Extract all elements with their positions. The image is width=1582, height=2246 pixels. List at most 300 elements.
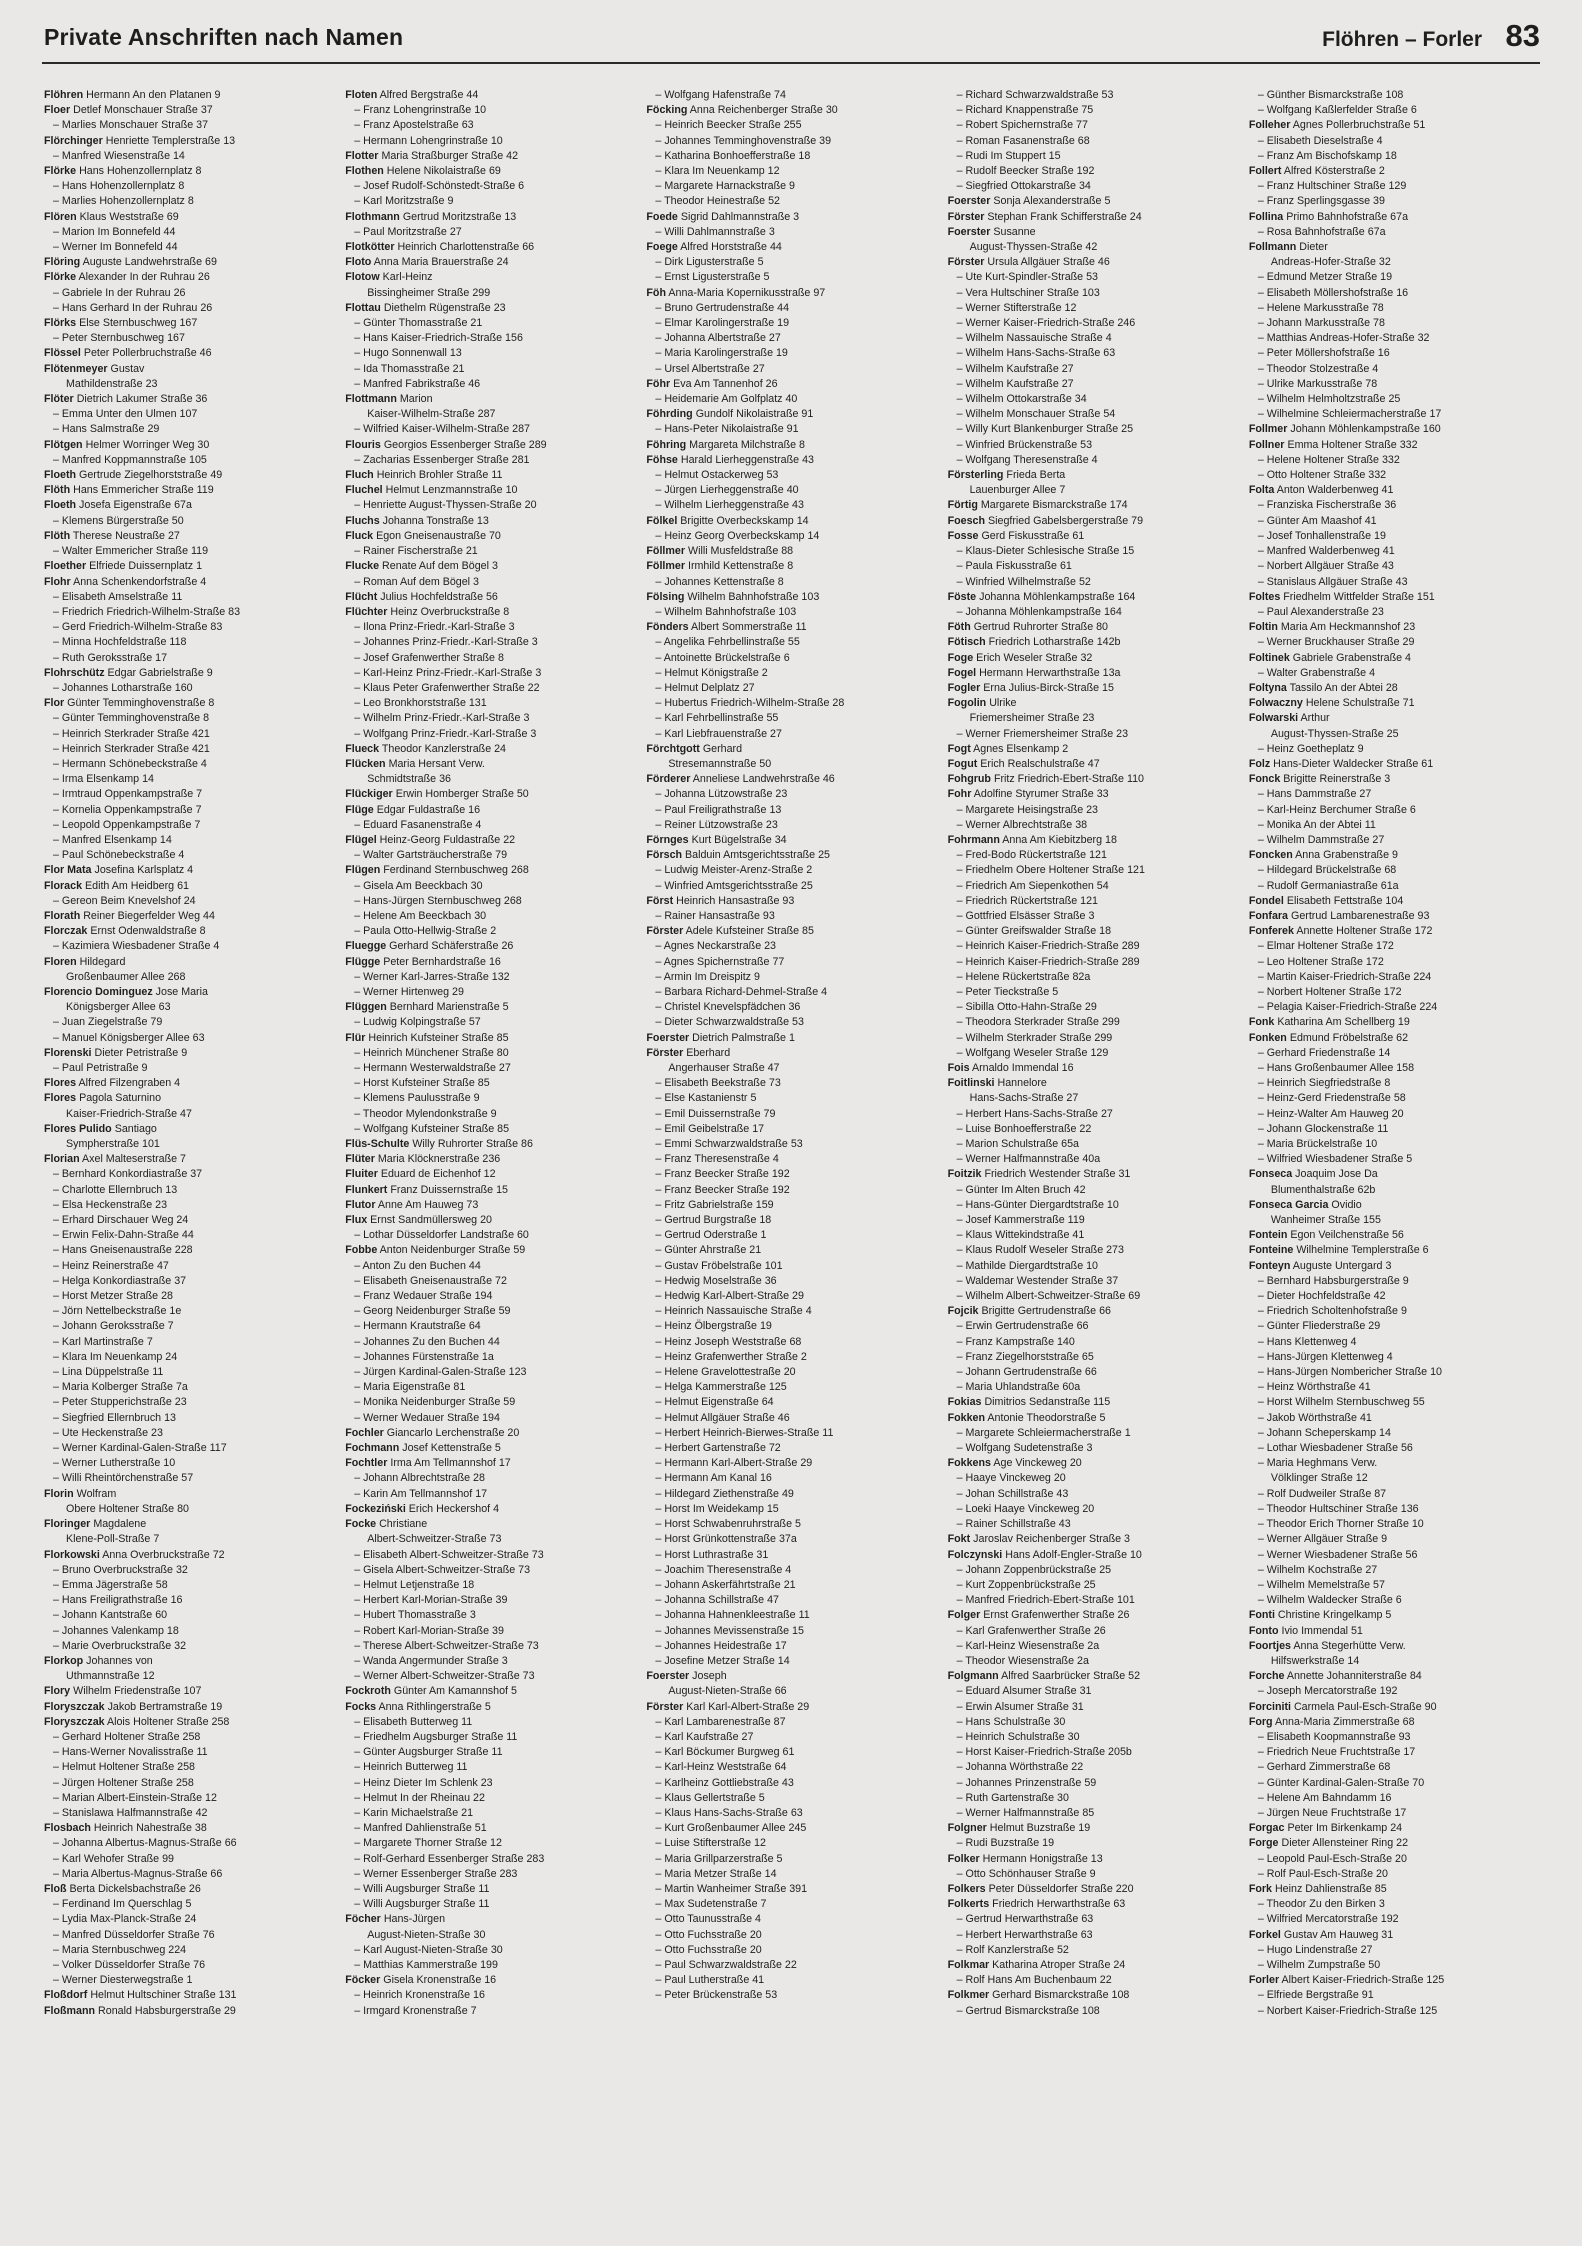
directory-entry: [1249, 1867, 1540, 1882]
directory-entry: [646, 757, 937, 772]
entry-surname: Forciniti: [1248, 1700, 1291, 1713]
directory-entry: [646, 1760, 937, 1775]
directory-entry: [345, 1654, 636, 1669]
directory-entry: [948, 1365, 1239, 1380]
entry-text: – Franz Lohengrinstraße 10: [354, 104, 487, 117]
directory-entry: [345, 1380, 636, 1395]
directory-entry: [345, 316, 636, 331]
entry-text: – Winfried Brückenstraße 53: [956, 438, 1093, 451]
directory-entry: [44, 1411, 335, 1426]
directory-entry: [1249, 985, 1540, 1000]
entry-text: – Hans Hohenzollernplatz 8: [53, 180, 185, 193]
directory-entry: [44, 453, 335, 468]
entry-surname: Flouris: [345, 438, 381, 451]
entry-text: – Emil Duissernstraße 79: [655, 1107, 776, 1120]
entry-text: Balduin Amtsgerichtsstraße 25: [685, 849, 830, 862]
entry-surname: Föhr: [646, 377, 671, 390]
entry-text: – Maria Karolingerstraße 19: [655, 347, 788, 360]
directory-entry: [44, 1213, 335, 1228]
entry-text: Josef Kettenstraße 5: [402, 1442, 501, 1455]
entry-text: Günter Temminghovenstraße 8: [67, 697, 215, 710]
entry-text: – Leo Holtener Straße 172: [1257, 955, 1384, 968]
page-range: Flöhren – Forler: [1322, 28, 1482, 51]
entry-text: Georgios Essenberger Straße 289: [383, 438, 547, 451]
entry-text: Schmidtstraße 36: [367, 773, 451, 786]
directory-entry: [44, 1046, 335, 1061]
entry-text: – Werner Kaiser-Friedrich-Straße 246: [956, 317, 1136, 330]
directory-entry: [1249, 1639, 1540, 1654]
entry-surname: Flössel: [44, 347, 81, 360]
directory-entry: [646, 666, 937, 681]
directory-entry: [44, 666, 335, 681]
entry-text: Adolfine Styrumer Straße 33: [973, 788, 1109, 801]
directory-entry: [1249, 1517, 1540, 1532]
directory-entry: [44, 1669, 335, 1684]
directory-entry: [948, 1973, 1239, 1988]
entry-text: Else Sternbuschweg 167: [79, 317, 198, 330]
directory-entry: [646, 1411, 937, 1426]
entry-text: – Johanna Möhlenkampstraße 164: [956, 605, 1122, 618]
entry-text: – Johann Zoppenbrückstraße 25: [956, 1563, 1112, 1576]
entry-text: Alois Holtener Straße 258: [106, 1715, 230, 1728]
entry-text: – Josefine Metzer Straße 14: [655, 1654, 790, 1667]
entry-surname: Foortjes: [1248, 1639, 1291, 1652]
entry-text: – Gertrud Herwarthstraße 63: [956, 1913, 1094, 1926]
entry-text: – Luise Bonhoefferstraße 22: [956, 1122, 1092, 1135]
entry-surname: Flörke: [44, 165, 77, 178]
entry-text: – Heinz Joseph Weststraße 68: [655, 1335, 802, 1348]
entry-text: – Franz Apostelstraße 63: [354, 119, 474, 132]
directory-entry: [1249, 498, 1540, 513]
entry-text: – Ursel Albertstraße 27: [655, 362, 765, 375]
entry-surname: Flüs-Schulte: [345, 1138, 410, 1151]
entry-text: – Werner Allgäuer Straße 9: [1257, 1533, 1388, 1546]
entry-text: Pagola Saturnino: [79, 1092, 162, 1105]
directory-entry: [646, 1608, 937, 1623]
directory-entry: [948, 559, 1239, 574]
directory-entry: [345, 666, 636, 681]
entry-text: Jakob Bertramstraße 19: [107, 1700, 223, 1713]
entry-text: – Jörn Nettelbeckstraße 1e: [53, 1305, 182, 1318]
directory-entry: [345, 498, 636, 513]
directory-entry: [646, 1791, 937, 1806]
directory-entry: [646, 529, 937, 544]
entry-surname: Foerster: [947, 195, 991, 208]
directory-entry: [44, 362, 335, 377]
directory-entry: [345, 1502, 636, 1517]
entry-surname: Fokt: [947, 1533, 971, 1546]
directory-entry: [1249, 392, 1540, 407]
directory-entry: [1249, 468, 1540, 483]
directory-entry: [646, 453, 937, 468]
directory-entry: [646, 1076, 937, 1091]
directory-entry: [44, 1380, 335, 1395]
entry-text: Heinz-Georg Fuldastraße 22: [379, 833, 516, 846]
entry-text: Margareta Milchstraße 8: [689, 438, 805, 451]
directory-entry: [44, 1760, 335, 1775]
directory-entry: [1249, 1289, 1540, 1304]
directory-entry: [1249, 422, 1540, 437]
directory-entry: [948, 1076, 1239, 1091]
entry-text: – Heinz Goetheplatz 9: [1257, 742, 1364, 755]
entry-text: – Jürgen Kardinal-Galen-Straße 123: [354, 1366, 527, 1379]
directory-entry: [948, 1548, 1239, 1563]
entry-text: – Gertrud Bismarckstraße 108: [956, 2004, 1100, 2017]
entry-text: – Helene Rückertstraße 82a: [956, 970, 1091, 983]
entry-text: – Haaye Vinckeweg 20: [956, 1472, 1066, 1485]
entry-text: Maria Klöcknerstraße 236: [377, 1153, 501, 1166]
entry-text: Friedrich Westender Straße 31: [984, 1168, 1131, 1181]
directory-entry: [44, 514, 335, 529]
directory-entry: [44, 787, 335, 802]
entry-text: – Rosa Bahnhofstraße 67a: [1257, 225, 1386, 238]
entry-text: – Wolfgang Prinz-Friedr.-Karl-Straße 3: [354, 727, 537, 740]
entry-surname: Flor: [44, 697, 65, 710]
directory-entry: [345, 438, 636, 453]
directory-entry: [44, 833, 335, 848]
directory-entry: [948, 1000, 1239, 1015]
entry-text: – Franz Hultschiner Straße 129: [1257, 180, 1407, 193]
entry-text: – Hedwig Moselstraße 36: [655, 1274, 777, 1287]
directory-entry: [646, 1502, 937, 1517]
directory-entry: [646, 210, 937, 225]
directory-entry: [646, 468, 937, 483]
entry-text: – Roman Fasanenstraße 68: [956, 134, 1090, 147]
directory-entry: [345, 1669, 636, 1684]
directory-entry: [646, 1335, 937, 1350]
entry-surname: Flöhren: [44, 89, 84, 101]
directory-entry: [1249, 1395, 1540, 1410]
entry-surname: Florkop: [44, 1654, 84, 1667]
entry-text: Siegfried Gabelsbergerstraße 79: [988, 514, 1144, 527]
entry-surname: Flügge: [345, 955, 381, 968]
entry-text: Anna Rithlingerstraße 5: [378, 1700, 491, 1713]
entry-text: August-Thyssen-Straße 25: [1270, 727, 1399, 740]
directory-entry: [345, 1745, 636, 1760]
entry-text: – Wilhelm Zumpstraße 50: [1257, 1958, 1381, 1971]
entry-text: – Bruno Overbruckstraße 32: [53, 1563, 188, 1576]
entry-text: – Gisela Albert-Schweitzer-Straße 73: [354, 1563, 531, 1576]
directory-entry: [44, 164, 335, 179]
entry-surname: Flottau: [345, 301, 381, 314]
directory-entry: [1249, 1259, 1540, 1274]
directory-entry: [646, 118, 937, 133]
entry-text: – Wilhelm Lierheggenstraße 43: [655, 499, 804, 512]
entry-surname: Fokken: [947, 1411, 986, 1424]
directory-entry: [948, 1502, 1239, 1517]
directory-entry: [948, 605, 1239, 620]
entry-text: – Franz Ziegelhorststraße 65: [956, 1350, 1094, 1363]
directory-entry: [1249, 179, 1540, 194]
entry-text: – Horst Metzer Straße 28: [53, 1290, 173, 1303]
entry-text: Bissingheimer Straße 299: [367, 286, 491, 299]
directory-entry: [345, 1289, 636, 1304]
entry-text: – Heinz-Walter Am Hauweg 20: [1257, 1107, 1404, 1120]
entry-text: – Robert Spichernstraße 77: [956, 119, 1088, 132]
directory-entry: [345, 924, 636, 939]
directory-entry: [948, 848, 1239, 863]
directory-entry: [646, 544, 937, 559]
directory-entry: [345, 407, 636, 422]
directory-entry: [44, 1973, 335, 1988]
entry-text: – Wilfried Wiesbadener Straße 5: [1257, 1153, 1413, 1166]
directory-entry: [948, 164, 1239, 179]
directory-entry: [1249, 1031, 1540, 1046]
entry-text: – Johann Glockenstraße 11: [1257, 1122, 1389, 1135]
directory-entry: [345, 1973, 636, 1988]
directory-entry: [1249, 1654, 1540, 1669]
entry-text: – Manfred Dahlienstraße 51: [354, 1822, 487, 1835]
entry-text: – Ute Heckenstraße 23: [53, 1426, 163, 1439]
directory-entry: [345, 1608, 636, 1623]
entry-surname: Folgner: [947, 1822, 987, 1835]
directory-entry: [646, 635, 937, 650]
entry-text: – Theodora Sterkrader Straße 299: [956, 1016, 1120, 1029]
entry-text: Agnes Pollerbruchstraße 51: [1292, 119, 1426, 132]
directory-entry: [948, 1380, 1239, 1395]
entry-surname: Flörchinger: [44, 134, 103, 147]
directory-entry: [646, 1304, 937, 1319]
directory-entry: [44, 1928, 335, 1943]
entry-text: Maria Straßburger Straße 42: [381, 149, 519, 162]
entry-text: – Paul Moritzstraße 27: [354, 225, 462, 238]
directory-entry: [345, 985, 636, 1000]
directory-entry: [646, 1669, 937, 1684]
entry-text: Albert Sommerstraße 11: [690, 621, 807, 634]
directory-entry: [948, 194, 1239, 209]
entry-text: – Wolfgang Hafenstraße 74: [655, 89, 786, 101]
entry-text: – Volker Düsseldorfer Straße 76: [53, 1958, 206, 1971]
directory-entry: [345, 1988, 636, 2003]
entry-text: – Manuel Königsberger Allee 63: [53, 1031, 205, 1044]
directory-entry: [948, 422, 1239, 437]
entry-text: – Heinrich Butterweg 11: [354, 1761, 468, 1774]
entry-text: – Herbert Karl-Morian-Straße 39: [354, 1594, 508, 1607]
directory-entry: [44, 620, 335, 635]
entry-surname: Foege: [646, 241, 678, 254]
directory-entry: [1249, 1183, 1540, 1198]
entry-text: – Dirk Ligusterstraße 5: [655, 256, 764, 269]
directory-entry: [1249, 88, 1540, 103]
entry-text: – Edmund Metzer Straße 19: [1257, 271, 1393, 284]
entry-text: – Horst Luthrastraße 31: [655, 1548, 769, 1561]
entry-text: – Johanna Hahnenkleestraße 11: [655, 1609, 810, 1622]
entry-text: – Theodor Heinestraße 52: [655, 195, 780, 208]
entry-text: August-Nieten-Straße 30: [367, 1928, 486, 1941]
entry-surname: Först: [646, 894, 674, 907]
entry-text: – Wilhelm Nassauische Straße 4: [956, 332, 1112, 345]
entry-text: – Herbert Herwarthstraße 63: [956, 1928, 1093, 1941]
entry-text: – Elfriede Bergstraße 91: [1257, 1989, 1374, 2002]
directory-entry: [44, 924, 335, 939]
directory-entry: [44, 681, 335, 696]
entry-text: Josefa Eigenstraße 67a: [79, 499, 192, 512]
entry-text: – Norbert Allgäuer Straße 43: [1257, 560, 1394, 573]
directory-entry: [44, 818, 335, 833]
directory-entry: [948, 544, 1239, 559]
directory-entry: [345, 1228, 636, 1243]
directory-entry: [345, 194, 636, 209]
directory-entry: [345, 863, 636, 878]
entry-text: – Lina Düppelstraße 11: [53, 1366, 164, 1379]
directory-entry: [345, 483, 636, 498]
entry-text: – Karl-Heinz Prinz-Friedr.-Karl-Straße 3: [354, 666, 542, 679]
entry-text: Alfred Bergstraße 44: [379, 89, 479, 101]
directory-entry: [345, 1836, 636, 1851]
entry-text: – Willy Kurt Blankenburger Straße 25: [956, 423, 1134, 436]
directory-entry: [345, 1578, 636, 1593]
directory-entry: [1249, 1380, 1540, 1395]
entry-text: Age Vinckeweg 20: [993, 1457, 1082, 1470]
entry-surname: Flöth: [44, 484, 71, 497]
directory-entry: [44, 1471, 335, 1486]
entry-text: Anna Overbruckstraße 72: [102, 1548, 225, 1561]
entry-text: – Stanislawa Halfmannstraße 42: [53, 1806, 208, 1819]
directory-entry: [948, 1335, 1239, 1350]
directory-entry: [345, 605, 636, 620]
directory-entry: [646, 1243, 937, 1258]
entry-text: – Ernst Ligusterstraße 5: [655, 271, 770, 284]
entry-surname: Flueck: [345, 742, 380, 755]
entry-text: Giancarlo Lerchenstraße 20: [386, 1426, 520, 1439]
entry-text: – Rudi Im Stuppert 15: [956, 149, 1061, 162]
entry-text: – Marlies Hohenzollernplatz 8: [53, 195, 194, 208]
directory-entry: [1249, 803, 1540, 818]
entry-text: – Günter Fliederstraße 29: [1257, 1320, 1381, 1333]
entry-text: Hermann Herwarthstraße 13a: [979, 666, 1121, 679]
entry-surname: Flür: [345, 1031, 366, 1044]
entry-text: – Leo Bronkhorststraße 131: [354, 697, 487, 710]
entry-surname: Föcker: [345, 1974, 381, 1987]
entry-text: Peter Pollerbruchstraße 46: [83, 347, 212, 360]
directory-entry: [345, 1912, 636, 1927]
entry-text: – Werner Wedauer Straße 194: [354, 1411, 500, 1424]
entry-text: – Angelika Fehrbellinstraße 55: [655, 636, 800, 649]
directory-entry: [1249, 1213, 1540, 1228]
entry-text: Katharina Atroper Straße 24: [992, 1958, 1126, 1971]
directory-entry: [948, 924, 1239, 939]
directory-entry: [948, 1943, 1239, 1958]
entry-text: – Marlies Monschauer Straße 37: [53, 119, 209, 132]
directory-entry: [948, 514, 1239, 529]
directory-entry: [646, 362, 937, 377]
entry-text: – Hans Schulstraße 30: [956, 1715, 1066, 1728]
entry-text: – Barbara Richard-Dehmel-Straße 4: [655, 985, 828, 998]
directory-entry: [345, 1304, 636, 1319]
directory-entry: [1249, 1091, 1540, 1106]
entry-text: – Gustav Fröbelstraße 101: [655, 1259, 783, 1272]
entry-text: – Klemens Paulusstraße 9: [354, 1092, 480, 1105]
directory-entry: [948, 803, 1239, 818]
entry-text: – Wilhelm Hans-Sachs-Straße 63: [956, 347, 1116, 360]
directory-entry: [646, 1943, 937, 1958]
entry-text: Anna-Maria Kopernikusstraße 97: [668, 286, 826, 299]
entry-text: Heinrich Hansastraße 93: [676, 894, 795, 907]
entry-surname: Focke: [345, 1518, 377, 1531]
directory-entry: [345, 118, 636, 133]
entry-text: Helmut Hultschiner Straße 131: [90, 1989, 237, 2002]
entry-text: Jaroslav Reichenberger Straße 3: [973, 1533, 1130, 1546]
directory-entry: [44, 1730, 335, 1745]
entry-text: – Heinz Reinerstraße 47: [53, 1259, 169, 1272]
entry-text: – Fritz Gabrielstraße 159: [655, 1198, 774, 1211]
entry-text: – Loeki Haaye Vinckeweg 20: [956, 1502, 1095, 1515]
directory-entry: [948, 696, 1239, 711]
entry-text: – Horst Kufsteiner Straße 85: [354, 1077, 490, 1090]
directory-entry: [44, 1700, 335, 1715]
directory-entry: [44, 1426, 335, 1441]
directory-entry: [44, 1563, 335, 1578]
entry-text: – Norbert Kaiser-Friedrich-Straße 125: [1257, 2004, 1438, 2017]
entry-text: Dieter Allensteiner Ring 22: [1281, 1837, 1409, 1850]
directory-entry: [948, 1897, 1239, 1912]
directory-entry: [44, 1532, 335, 1547]
directory-entry: [646, 377, 937, 392]
entry-text: Sympherstraße 101: [66, 1138, 160, 1151]
entry-surname: Flosbach: [44, 1822, 91, 1835]
entry-text: – Gerhard Friedenstraße 14: [1257, 1046, 1391, 1059]
directory-entry: [44, 498, 335, 513]
directory-entry: [948, 134, 1239, 149]
entry-text: – Hermann Karl-Albert-Straße 29: [655, 1457, 813, 1470]
entry-text: – Elisabeth Möllershofstraße 16: [1257, 286, 1409, 299]
entry-text: – Martin Kaiser-Friedrich-Straße 224: [1257, 970, 1432, 983]
entry-surname: Fonken: [1248, 1031, 1287, 1044]
entry-text: Blumenthalstraße 62b: [1270, 1183, 1376, 1196]
directory-entry: [948, 1228, 1239, 1243]
entry-text: – Johann Albrechtstraße 28: [354, 1472, 485, 1485]
directory-entry: [345, 1319, 636, 1334]
directory-entry: [1249, 1745, 1540, 1760]
directory-entry: [345, 1867, 636, 1882]
directory-entry: [345, 270, 636, 285]
entry-surname: Förster: [947, 210, 985, 223]
entry-text: Santiago: [114, 1122, 157, 1135]
directory-entry: [646, 1867, 937, 1882]
directory-entry: [948, 787, 1239, 802]
entry-text: – Gerhard Zimmerstraße 68: [1257, 1761, 1391, 1774]
entry-text: Jose Maria: [155, 985, 208, 998]
entry-text: – Norbert Holtener Straße 172: [1257, 985, 1402, 998]
directory-column: [1249, 88, 1540, 2218]
entry-text: – Gisela Am Beeckbach 30: [354, 879, 483, 892]
directory-entry: [44, 544, 335, 559]
directory-entry: [345, 164, 636, 179]
entry-text: – Heinz Ölbergstraße 19: [655, 1320, 772, 1333]
entry-text: – Rainer Fischerstraße 21: [354, 545, 478, 558]
directory-entry: [948, 240, 1239, 255]
directory-entry: [646, 1852, 937, 1867]
directory-entry: [1249, 1882, 1540, 1897]
entry-surname: Fluiter: [345, 1168, 378, 1181]
entry-text: – Wilfried Mercatorstraße 192: [1257, 1913, 1399, 1926]
directory-entry: [646, 514, 937, 529]
directory-entry: [646, 1745, 937, 1760]
entry-surname: Fockeziński: [345, 1502, 406, 1515]
directory-entry: [948, 1213, 1239, 1228]
directory-entry: [345, 1031, 636, 1046]
entry-text: – Anton Zu den Buchen 44: [354, 1259, 481, 1272]
entry-surname: Fonto: [1248, 1624, 1279, 1637]
directory-entry: [646, 149, 937, 164]
directory-entry: [44, 711, 335, 726]
entry-text: – Emmi Schwarzwaldstraße 53: [655, 1138, 803, 1151]
entry-text: – Elisabeth Koopmannstraße 93: [1257, 1730, 1411, 1743]
entry-text: – Horst Schwabenruhrstraße 5: [655, 1518, 801, 1531]
entry-surname: Fluchs: [345, 514, 380, 527]
entry-text: Friedrich Lotharstraße 142b: [988, 636, 1121, 649]
directory-entry: [948, 346, 1239, 361]
